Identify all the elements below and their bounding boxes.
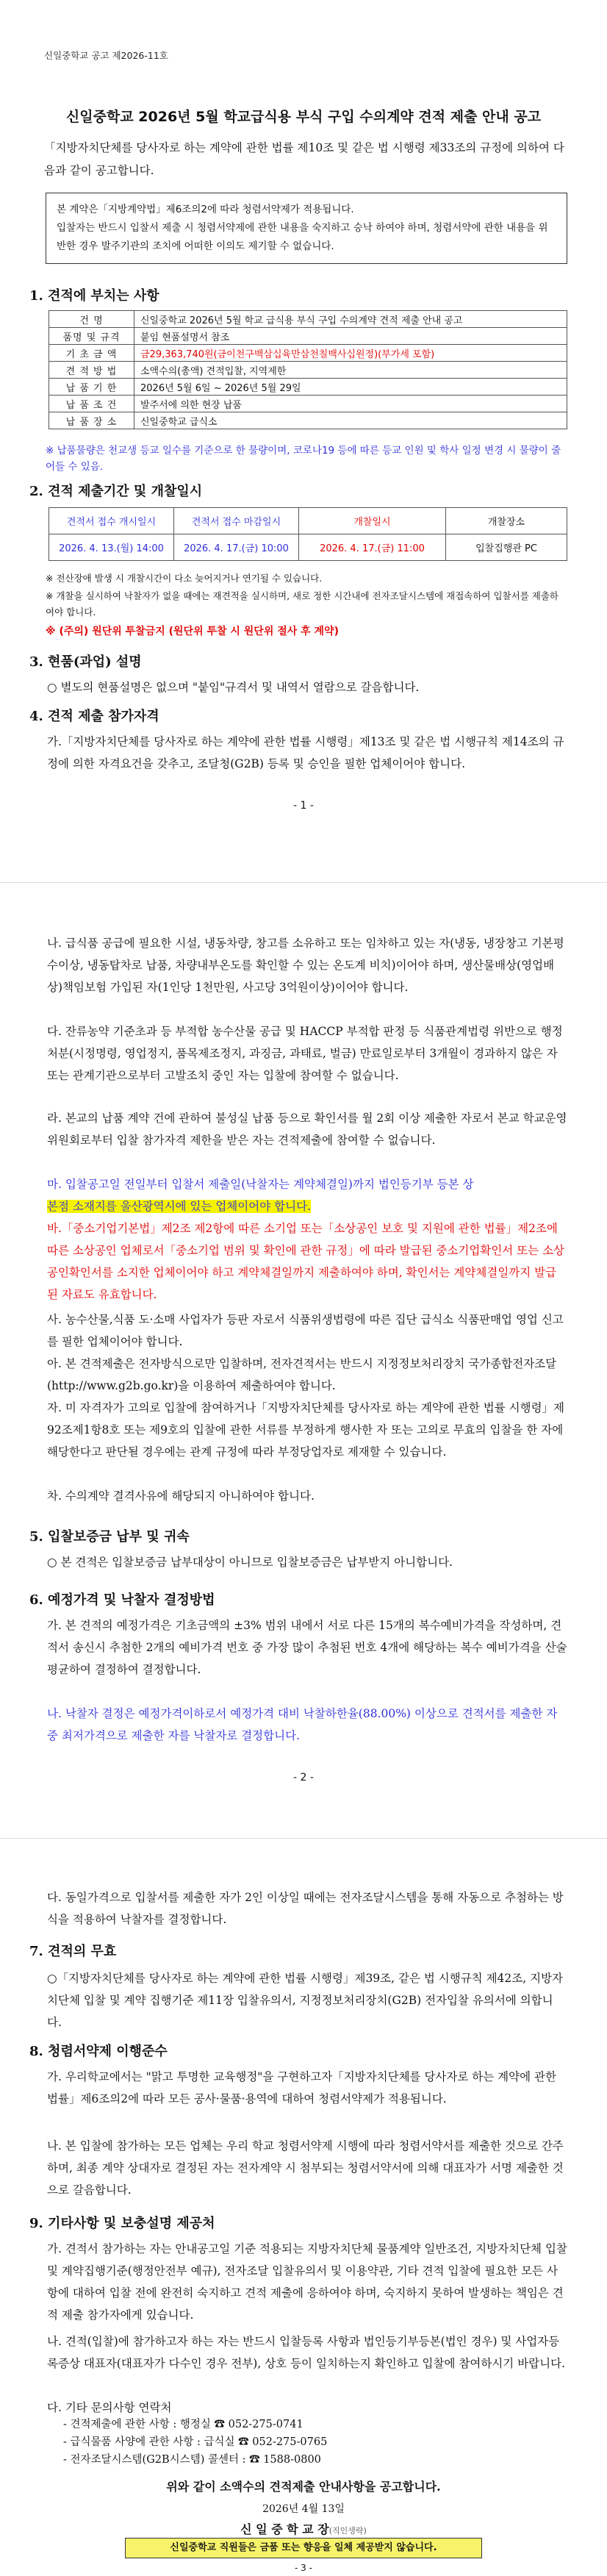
schedule-note-1: ※ 전산장애 발생 시 개찰시간이 다소 늦어지거나 연기될 수 있습니다.: [46, 573, 323, 584]
row-value: 2026년 5월 6일 ~ 2026년 5월 29일: [134, 379, 567, 396]
table-row: [49, 396, 567, 412]
row-key: 납 품 장 소: [49, 412, 134, 429]
qualification-da: 다. 잔류농약 기준초과 등 부적합 농수산물 공급 및 HACCP 부적합 판정 등 식품관계법령 위반으로 행정처분(시정명령, 영업정지, 품목제조정지, 과징금, 과태료, 벌금) 만료일로부터 3개월이 경과하지 않은 자 또는 관계기관으로부터 고발조치 중인 자는 입찰에 참여할 수 없습니다.: [47, 1025, 563, 1082]
intro-text: 「지방자치단체를 당사자로 하는 계약에 관한 법률 제10조 및 같은 법 시행령 제33조의 규정에 의하여 다음과 같이 공고합니다.: [44, 141, 564, 177]
quantity-note: ※ 납품물량은 천교생 등교 일수를 기준으로 한 물량이며, 코로나19 등에 따른 등교 인원 및 학사 일정 변경 시 물량이 줄어들 수 있음.: [46, 445, 561, 473]
qualification-ra: 라. 본교의 납품 계약 건에 관하여 불성실 납품 등으로 확인서를 월 2회 이상 제출한 자로서 본교 학교운영위원회로부터 입찰 참가자격 제한을 받은 자는 견적제출에 참여할 수 없습니다.: [47, 1112, 567, 1147]
col-header: 개찰일시: [299, 508, 446, 534]
section-6-title: 6. 예정가격 및 낙찰자 결정방법: [29, 1592, 215, 1608]
base-amount-value: 금29,363,740원(금이천구백삼십육만삼천칠백사십원정)(부가세 포함): [134, 345, 567, 362]
col-header: 견적서 접수 개시일시: [49, 508, 174, 534]
table-row: [49, 508, 567, 534]
table-row: [49, 534, 567, 561]
section-1-title: 1. 견적에 부치는 사항: [29, 288, 159, 304]
row-value: 붙임 현품설명서 참조: [134, 328, 567, 345]
row-value: 발주서에 의한 현장 납품: [134, 396, 567, 412]
qualification-ma: [47, 1173, 567, 1217]
schedule-note-2: ※ 개찰을 실시하여 낙찰자가 없을 때에는 재견적을 실시하며, 새로 정한 시간내에 전자조달시스템에 재접속하여 입찰서를 제출하여야 합니다.: [46, 590, 558, 618]
row-value: 소액수의(총액) 견적입찰, 지역제한: [134, 362, 567, 379]
section-3-title: 3. 현품(과업) 설명: [29, 654, 142, 670]
contact-item: - 전자조달시스템(G2B시스템) 콜센터 : ☎ 1588-0800: [63, 2454, 321, 2466]
page-number: - 3 -: [295, 2563, 312, 2573]
section-9-title: 9. 기타사항 및 보충설명 제공처: [29, 2216, 215, 2231]
row-key: 납 품 기 한: [49, 379, 134, 396]
page-divider: [0, 1838, 607, 1839]
qualification-ah: 아. 본 견적제출은 전자방식으로만 입찰하며, 전자견적서는 반드시 지정정보처리장치 국가종합전자조달(http://www.g2b.go.kr)을 이용하여 제출하여야 합니다.: [47, 1357, 557, 1392]
schedule-table: [49, 507, 567, 561]
row-key: 견 적 방 법: [49, 362, 134, 379]
price-method-ga: 가. 본 견적의 예정가격은 기초금액의 ±3% 범위 내에서 서로 다른 15개의 복수예비가격을 작성하며, 견적서 송신시 추첨한 2개의 예비가격 번호 중 가장 많이 추첨된 번호 4개에 해당하는 복수 예비가격을 산술평균하여 결정하여 결정합니다.: [47, 1619, 567, 1676]
row-key: 품명 및 규격: [49, 328, 134, 345]
table-row: [49, 362, 567, 379]
price-method-da: 다. 동일가격으로 입찰서를 제출한 자가 2인 이상일 때에는 전자조달시스템을 통해 자동으로 추첨하는 방식을 적용하여 낙찰자를 결정합니다.: [47, 1891, 564, 1926]
etc-da: 다. 기타 문의사항 연락처: [47, 2401, 172, 2414]
pledge-na: 나. 본 입찰에 참가하는 모든 업체는 우리 학교 청렴서약제 시행에 따라 청렴서약서를 제출한 것으로 간주하며, 최종 계약 상대자로 결정된 자는 전자계약 시 첨부되는 청렴서약서에 의해 대표자가 서명 제출한 것으로 갈음합니다.: [47, 2139, 564, 2197]
bid-info-table: [49, 310, 567, 429]
anti-bribery-banner: 신일중학교 직원들은 금품 또는 향응을 일체 제공받지 않습니다.: [125, 2538, 482, 2558]
price-method-na: 나. 낙찰자 결정은 예정가격이하로서 예정가격 대비 낙찰하한율(88.00%) 이상으로 견적서를 제출한 자 중 최저가격으로 제출한 자를 낙찰자로 결정합니다.: [47, 1707, 558, 1742]
signer: [0, 2520, 607, 2537]
etc-na: 나. 견적(입찰)에 참가하고자 하는 자는 반드시 입찰등록 사항과 법인등기부등본(법인 경우) 및 사업자등록증상 대표자(대표자가 다수인 경우 전부), 상호 등이 일치하는지 확인하고 입찰에 참여하시기 바랍니다.: [47, 2335, 566, 2370]
row-key: 기 초 금 액: [49, 345, 134, 362]
cell: 2026. 4. 17.(금) 11:00: [299, 534, 446, 561]
row-value: 신일중학교 2026년 5월 학교 급식용 부식 구입 수의계약 견적 제출 안내 공고: [134, 311, 567, 328]
ma-line-1: 마. 입찰공고일 전일부터 입찰서 제출일(낙찰자는 계약체결일)까지 법인등기부 등본 상: [47, 1178, 474, 1191]
qualification-ga: 가.「지방자치단체를 당사자로 하는 계약에 관한 법률 시행령」제13조 및 같은 법 시행규칙 제14조의 규정에 의한 자격요건을 갖추고, 조달청(G2B) 등록 및 승인을 필한 업체이어야 합니다.: [47, 735, 564, 770]
rounding-warning: ※ (주의) 원단위 투찰금지 (원단위 투찰 시 원단위 절사 후 계약): [46, 626, 339, 637]
notice-number: 신일중학교 공고 제2026-11호: [44, 50, 168, 61]
page-title: 신일중학교 2026년 5월 학교급식용 부식 구입 수의계약 견적 제출 안내 공고: [65, 109, 542, 125]
announcement-date: 2026년 4월 13일: [262, 2503, 345, 2515]
qualification-ba: 바.「중소기업기본법」제2조 제2항에 따른 소기업 또는「소상공인 보호 및 지원에 관한 법률」제2조에 따른 소상공인 업체로서「중소기업 범위 및 확인에 관한 규정」에 따라 발급된 중소기업확인서 또는 소상공인확인서를 소지한 업체이어야 하고 계약체결일까지 제출하여야 하며, 확인서는 계약체결일까지 발급된 자료도 유효합니다.: [47, 1222, 565, 1301]
table-row: [49, 412, 567, 429]
row-key: 건 명: [49, 311, 134, 328]
row-value: 신일중학교 급식소: [134, 412, 567, 429]
page-divider: [0, 882, 607, 883]
table-row: [49, 328, 567, 345]
qualification-na: 나. 급식품 공급에 필요한 시설, 냉동차량, 창고를 소유하고 또는 임차하고 있는 자(냉동, 냉장창고 기본평수이상, 냉동탑차로 납품, 차량내부온도를 확인할 수 있는 온도계 비치)이어야 하며, 생산물배상(영업배상)책임보험 가입된 자(1인당 1천만원, 사고당 3억원이상)이어야 합니다.: [47, 937, 564, 994]
seal-omitted: (직인생략): [328, 2526, 367, 2536]
cell: 2026. 4. 13.(월) 14:00: [49, 534, 174, 561]
page-number: - 2 -: [293, 1772, 314, 1783]
section-2-title: 2. 견적 제출기간 및 개찰일시: [29, 484, 203, 499]
contact-item: - 급식물품 사양에 관한 사항 : 급식실 ☎ 052-275-0765: [63, 2436, 328, 2448]
col-header: 견적서 접수 마감일시: [174, 508, 299, 534]
ma-line-2: 본점 소재지를 울산광역시에 있는 업체이어야 합니다.: [47, 1200, 311, 1213]
cell: 2026. 4. 17.(금) 10:00: [174, 534, 299, 561]
closing-statement: 위와 같이 소액수의 견적제출 안내사항을 공고합니다.: [166, 2480, 441, 2494]
section-7-title: 7. 견적의 무효: [29, 1944, 117, 1959]
pledge-line-2: 입찰자는 반드시 입찰서 제출 시 청렴서약제에 관한 내용을 숙지하고 승낙 하여야 하며, 청렴서약에 관한 내용을 위반한 경우 발주기관의 조치에 어떠한 이의도 제기할 수 없습니다.: [57, 222, 548, 252]
cell: 입찰집행관 PC: [446, 534, 567, 561]
section-4-title: 4. 견적 제출 참가자격: [29, 709, 159, 724]
integrity-pledge-box: [46, 193, 567, 264]
section-8-title: 8. 청렴서약제 이행준수: [29, 2044, 168, 2059]
pledge-line-1: 본 계약은「지방계약법」제6조의2에 따라 청렴서약제가 적용됩니다.: [57, 204, 354, 215]
table-row: [49, 379, 567, 396]
table-row: [49, 345, 567, 362]
pledge-ga: 가. 우리학교에서는 "맑고 투명한 교육행정"을 구현하고자「지방자치단체를 당사자로 하는 계약에 관한 법률」제6조의2에 따라 모든 공사·물품·용역에 대하여 청렴서약제가 적용됩니다.: [47, 2070, 556, 2105]
section-7-body: ○「지방자치단체를 당사자로 하는 계약에 관한 법률 시행령」제39조, 같은 법 시행규칙 제42조, 지방자치단체 입찰 및 계약 집행기준 제11장 입찰유의서, 지정정보처리장치(G2B) 전자입찰 유의서에 의합니다.: [47, 1972, 564, 2029]
row-key: 납 품 조 건: [49, 396, 134, 412]
qualification-ja: 자. 미 자격자가 고의로 입찰에 참여하거나「지방자치단체를 당사자로 하는 계약에 관한 법률 시행령」제92조제1항8호 또는 제9호의 입찰에 관한 서류를 부정하게 행사한 자 또는 고의로 무효의 입찰을 한 자에 해당한다고 판단될 경우에는 관계 규정에 따라 부정당업자로 제재할 수 있습니다.: [47, 1401, 565, 1459]
section-5-body: ○ 본 견적은 입찰보증금 납부대상이 아니므로 입찰보증금은 납부받지 아니합니다.: [47, 1556, 453, 1569]
page-number: - 1 -: [293, 800, 314, 812]
qualification-sa: 사. 농수산물,식품 도·소매 사업자가 등판 자로서 식품위생법령에 따른 집단 급식소 식품판매업 영업 신고를 필한 업체이어야 합니다.: [47, 1313, 564, 1348]
etc-ga: 가. 견적서 참가하는 자는 안내공고일 기준 적용되는 지방자치단체 물품계약 일반조건, 지방자치단체 입찰 및 계약집행기준(행정안전부 예규), 전자조달 입찰유의서 및 이용약관, 기타 견적 입찰에 필요한 모든 사항에 대하여 입찰 전에 완전히 숙지하고 견적 제출에 응하여야 하며, 숙지하지 못하여 발생하는 책임은 견적 제출 참가자에게 있습니다.: [47, 2242, 567, 2322]
col-header: 개찰장소: [446, 508, 567, 534]
section-3-body: ○ 별도의 현품설명은 없으며 "붙임"규격서 및 내역서 열람으로 갈음합니다.: [47, 681, 420, 694]
contact-list: [63, 2416, 570, 2469]
section-5-title: 5. 입찰보증금 납부 및 귀속: [29, 1529, 190, 1545]
contact-item: - 견적제출에 관한 사항 : 행정실 ☎ 052-275-0741: [63, 2419, 304, 2430]
table-row: [49, 311, 567, 328]
qualification-cha: 차. 수의계약 결격사유에 해당되지 아니하여야 합니다.: [47, 1489, 315, 1503]
signer-name: 신 일 중 학 교 장: [240, 2522, 329, 2536]
